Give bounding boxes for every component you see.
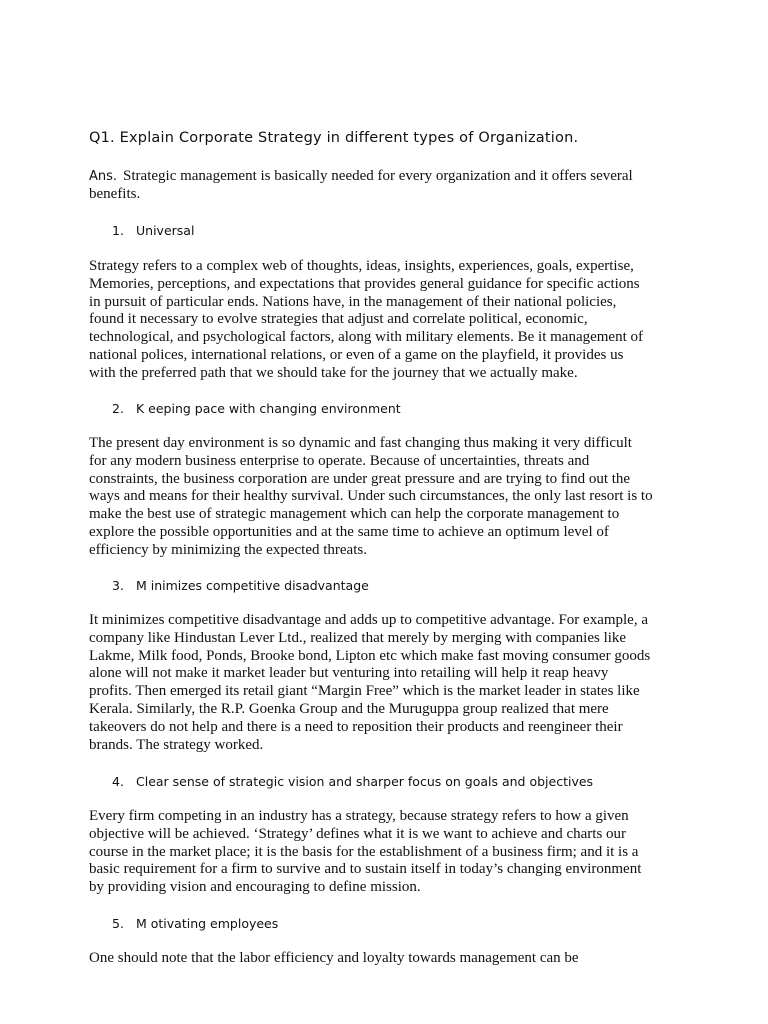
section-paragraph-minimizes-disadvantage [89, 612, 709, 754]
paragraph-line: course in the market place; it is the basis for the establishment of a business firm; and it is a [89, 843, 639, 860]
paragraph-line: for any modern business enterprise to operate. Because of uncertainties, threats and [89, 452, 590, 469]
paragraph-line: make the best use of strategic management which can help the corporate management to [89, 506, 620, 523]
paragraph-line: in pursuit of particular ends. Nations have, in the management of their national policies, [89, 293, 617, 310]
paragraph-line: objective will be achieved. ‘Strategy’ defines what it is we want to achieve and charts our [89, 825, 627, 842]
paragraph-line: national polices, international relations, or even of a game on the playfield, it provides us [89, 346, 624, 363]
section-paragraph-motivating-employees [89, 950, 709, 968]
paragraph-line: The present day environment is so dynamic and fast changing thus making it very difficult [89, 435, 632, 451]
section-heading-text: M otivating employees [136, 916, 279, 931]
section-paragraph-keeping-pace [89, 435, 709, 560]
answer-line: benefits. [89, 185, 141, 202]
paragraph-line: Lakme, Milk food, Ponds, Brooke bond, Lipton etc which make fast moving consumer goods [89, 647, 651, 664]
section-number: 4. [112, 774, 124, 789]
paragraph-line: Kerala. Similarly, the R.P. Goenka Group and the Muruguppa group realized that mere [89, 700, 609, 717]
section-number: 2. [112, 401, 124, 416]
paragraph-line: constraints, the business corporation are under great pressure and are trying to find out the [89, 470, 631, 487]
paragraph-line: company like Hindustan Lever Ltd., realized that merely by merging with companies like [89, 629, 627, 646]
paragraph-line: Memories, perceptions, and expectations that provides general guidance for specific actions [89, 275, 640, 292]
paragraph-line: efficiency by minimizing the expected threats. [89, 541, 367, 558]
paragraph-line: takeovers do not help and there is a need to reposition their products and reengineer their [89, 718, 623, 735]
paragraph-line: ways and means for their healthy survival. Under such circumstances, the only last resort is to [89, 488, 653, 505]
section-number: 3. [112, 578, 124, 593]
paragraph-line: basic requirement for a firm to survive and to sustain itself in today’s changing environment [89, 861, 642, 878]
section-heading-text: Universal [136, 223, 195, 238]
paragraph-line: One should note that the labor efficiency and loyalty towards management can be [89, 950, 579, 966]
paragraph-line: with the preferred path that we should take for the journey that we actually make. [89, 364, 578, 381]
section-heading-text: M inimizes competitive disadvantage [136, 578, 369, 593]
answer-label: Ans. [89, 169, 118, 184]
paragraph-line: technological, and psychological factors, along with military elements. Be it management of [89, 329, 644, 346]
paragraph-line: brands. The strategy worked. [89, 736, 264, 753]
paragraph-line: by providing vision and encouraging to define mission. [89, 879, 421, 896]
paragraph-line: found it necessary to evolve strategies that adjust and correlate political, economic, [89, 311, 588, 328]
section-heading-text: Clear sense of strategic vision and sharper focus on goals and objectives [136, 774, 594, 789]
section-paragraph-universal [89, 258, 709, 383]
section-heading-text: K eeping pace with changing environment [136, 401, 401, 416]
paragraph-line: explore the possible opportunities and at the same time to achieve an optimum level of [89, 523, 609, 540]
paragraph-line: Strategy refers to a complex web of thoughts, ideas, insights, experiences, goals, expertise, [89, 258, 634, 274]
section-heading-keeping-pace [112, 401, 401, 416]
section-heading-motivating-employees [112, 916, 278, 931]
paragraph-line: Every firm competing in an industry has a strategy, because strategy refers to how a given [89, 808, 629, 824]
section-heading-minimizes-disadvantage [112, 578, 369, 593]
section-heading-strategic-vision [112, 774, 593, 789]
answer-intro [89, 168, 699, 204]
section-number: 1. [112, 223, 124, 238]
paragraph-line: It minimizes competitive disadvantage and adds up to competitive advantage. For example, a [89, 612, 648, 628]
paragraph-line: alone will not make it market leader but venturing into retailing will help it reap heavy [89, 665, 609, 682]
paragraph-line: profits. Then emerged its retail giant “Margin Free” which is the market leader in states like [89, 683, 640, 700]
section-heading-universal [112, 223, 194, 238]
section-paragraph-strategic-vision [89, 808, 709, 897]
question-title: Q1. Explain Corporate Strategy in different types of Organization. [89, 130, 579, 146]
section-number: 5. [112, 916, 124, 931]
answer-line: Strategic management is basically needed for every organization and it offers several [123, 168, 633, 184]
